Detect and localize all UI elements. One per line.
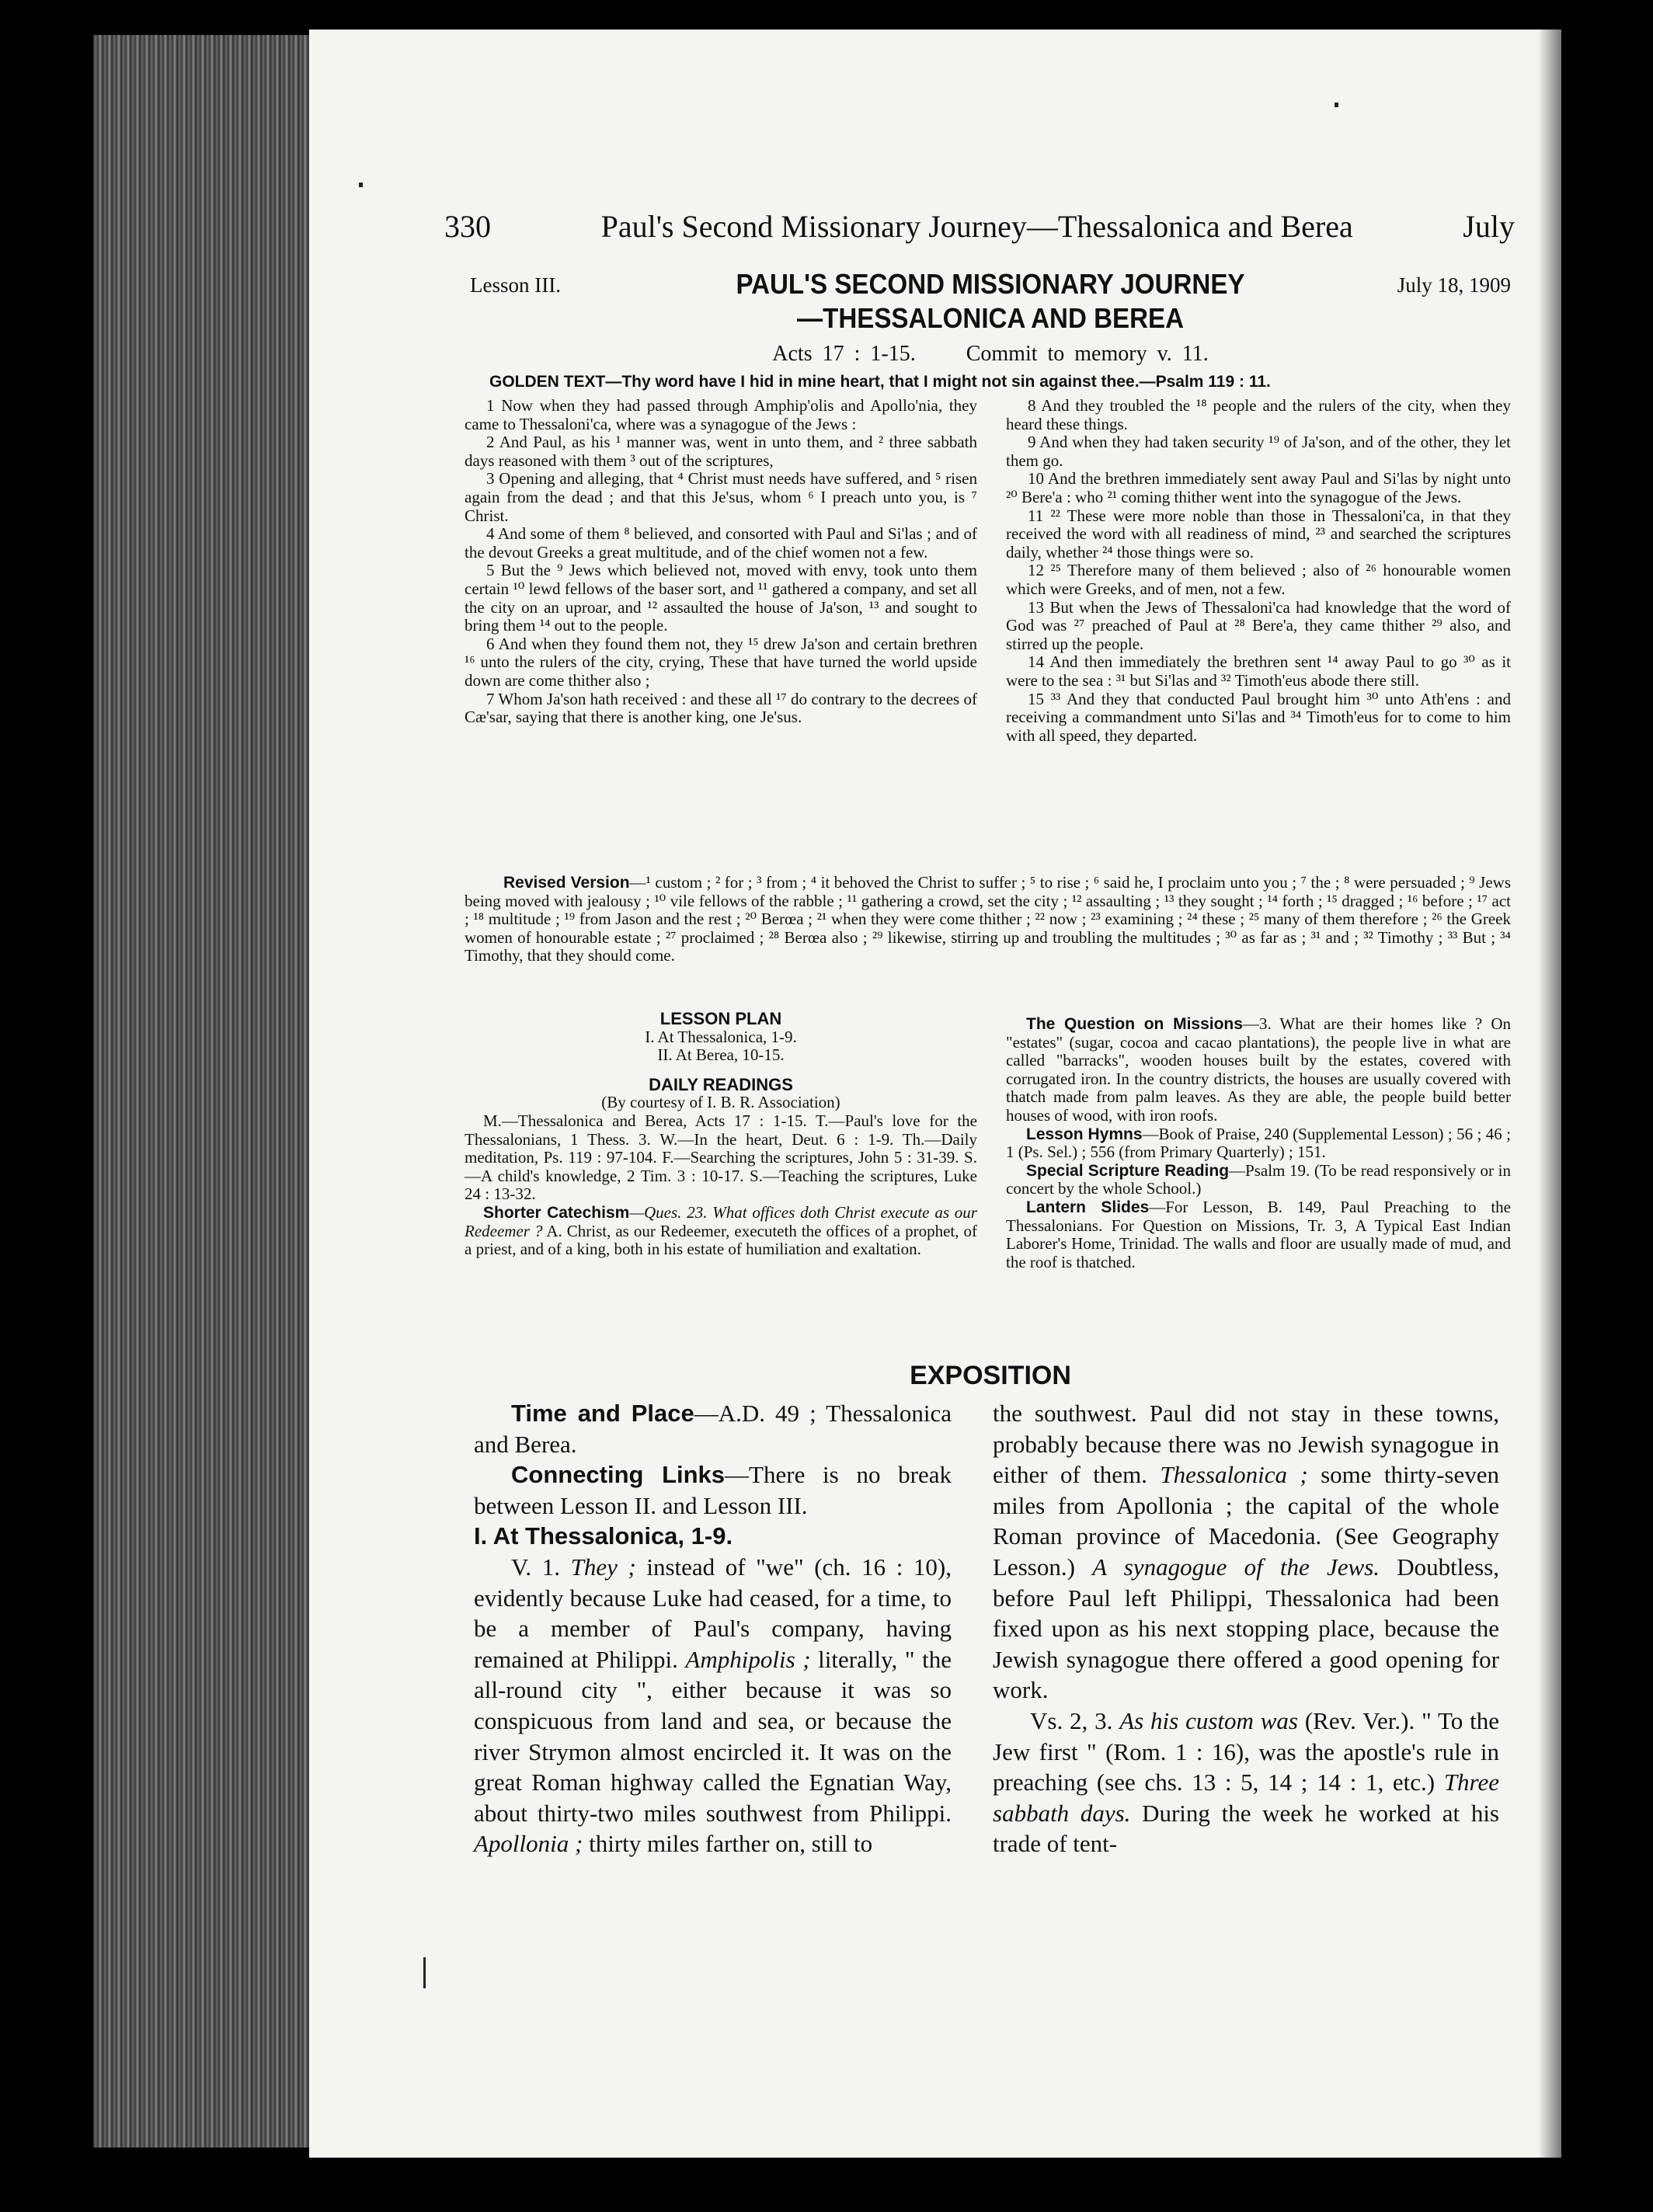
daily-readings-heading: DAILY READINGS [649, 1074, 793, 1094]
hymns-note [1006, 1125, 1511, 1162]
lesson-plan-item: I. At Thessalonica, 1-9. [645, 1027, 797, 1046]
verse-commentary-continued [993, 1398, 1499, 1706]
commentary-text: instead of "we" (ch. 16 : 10), evidently because Luke had ceased, for a time, to be a member of Paul's company, having remained at Philippi. [474, 1553, 952, 1673]
lesson-title-line2: —THESSALONICA AND BEREA [796, 302, 1185, 334]
scripture-right-column [1006, 397, 1511, 745]
lesson-title-line1: PAUL'S SECOND MISSIONARY JOURNEY [736, 268, 1245, 300]
lesson-plan-item: II. At Berea, 10-15. [657, 1045, 785, 1065]
commit-to-memory: Commit to memory v. 11. [966, 342, 1209, 366]
shorter-catechism [465, 1204, 977, 1259]
verse-commentary [474, 1552, 952, 1859]
scripture-left-column [465, 397, 977, 727]
commentary-text: the southwest. Paul did not stay in these towns, probably because there was no Jewish synagogue in either of them. [993, 1400, 1499, 1489]
verse-commentary [993, 1706, 1499, 1859]
links-label: Connecting Links [511, 1461, 726, 1489]
commentary-text: During the week he worked at his trade of tent- [993, 1799, 1499, 1858]
verse: 6 And when they found them not, they ¹⁵ drew Ja'son and certain brethren ¹⁶ unto the rulers of the city, crying, These that have turned the world upside down are come thither also ; [465, 634, 977, 690]
missions-text: —3. What are their homes like ? On "estates" (sugar, cocoa and cacao plantations), the people live in what are called "barracks", wooden houses built by the estates, covered with corrugated iron. In the country districts, the houses are usually covered with thatch made from palm leaves. As they are able, the people build better houses of wood, with iron roofs. [1006, 1014, 1511, 1125]
speck [423, 1957, 426, 1988]
time-text: —A.D. 49 ; Thessalonica and Berea. [474, 1400, 952, 1458]
commentary-text: Doubtless, before Paul left Philippi, Thessalonica had been fixed upon as his next stopping place, because the Jewish synagogue there offered a good opening for work. [993, 1553, 1500, 1704]
revised-version-label: Revised Version [503, 874, 630, 892]
commentary-term: As his custom was [1119, 1706, 1298, 1734]
running-month: July [1463, 209, 1515, 244]
lantern-slides-label: Lantern Slides [1026, 1198, 1150, 1216]
commentary-term: A synagogue of the Jews. [1092, 1553, 1380, 1581]
missions-note [1006, 1015, 1511, 1125]
catechism-question-text: What offices doth Christ execute as our Redeemer ? [465, 1202, 977, 1240]
commentary-text: thirty miles farther on, still to [583, 1830, 873, 1858]
exposition-left-column [474, 1398, 952, 1859]
verse: 13 But when the Jews of Thessaloni'ca had knowledge that the word of God was ²⁷ preached of Paul at ²⁸ Bere'a, they came thither ²⁹ also, and stirred up the people. [1006, 597, 1511, 653]
verse: 2 And Paul, as his ¹ manner was, went in unto them, and ² three sabbath days reasoned with them ³ out of the scriptures, [465, 433, 977, 470]
time-and-place [474, 1398, 952, 1459]
running-head [444, 208, 1515, 245]
commentary-text: some thirty-seven miles from Apollonia ; the capital of the whole Roman province of Macedonia. (See Geography Lesson.) [993, 1461, 1499, 1581]
connecting-links [474, 1459, 952, 1521]
commentary-text: Vs. 2, 3. [1030, 1706, 1120, 1734]
left-notes [465, 1010, 977, 1259]
verse: 3 Opening and alleging, that ⁴ Christ must needs have suffered, and ⁵ risen again from the dead ; and that this Je'sus, whom ⁶ I preach unto you, is ⁷ Christ. [465, 469, 977, 525]
verse: 8 And they troubled the ¹⁸ people and the rulers of the city, when they heard these things. [1006, 396, 1511, 433]
revised-version [465, 874, 1511, 965]
catechism-question: —Ques. 23. [629, 1202, 708, 1222]
exposition-heading: EXPOSITION [910, 1361, 1071, 1390]
commentary-term: Three sabbath days. [993, 1769, 1499, 1827]
special-reading-label: Special Scripture Reading [1026, 1161, 1230, 1180]
verse: 12 ²⁵ Therefore many of them believed ; also of ²⁶ honourable women which were Greeks, and of men, not a few. [1006, 561, 1511, 598]
commentary-term: They ; [570, 1553, 636, 1581]
verse: 9 And when they had taken security ¹⁹ of Ja'son, and of the other, they let them go. [1006, 433, 1511, 470]
speck [1335, 103, 1338, 107]
golden-text: GOLDEN TEXT—Thy word have I hid in mine heart, that I might not sin against thee.—Psalm 119 : 11. [489, 373, 1271, 391]
missions-label: The Question on Missions [1026, 1015, 1243, 1033]
verse: 4 And some of them ⁸ believed, and consorted with Paul and Si'las ; and of the devout Greeks a great multitude, and of the chief women not a few. [465, 524, 977, 562]
revised-version-text: —¹ custom ; ² for ; ³ from ; ⁴ it behoved the Christ to suffer ; ⁵ to rise ; ⁶ said he, I proclaim unto you ; ⁷ the ; ⁸ were persuaded ; ⁹ Jews being moved with jealousy ; ¹⁰ vile fellows of the rabble ; ¹¹ gathering a crowd, set the city ; ¹² assaulting ; ¹³ they sought ; ¹⁴ forth ; ¹⁵ dragged ; ¹⁶ before ; ¹⁷ act ; ¹⁸ multitude ; ¹⁹ from Jason and the rest ; ²⁰ Berœa ; ²¹ when they were come thither ; ²² now ; ²³ examining ; ²⁴ these ; ²⁵ many of them therefore ; ²⁶ the Greek women of honourable estate ; ²⁷ proclaimed ; ²⁸ Berœa also ; ²⁹ likewise, stirring up and troubling the multitudes ; ³⁰ as far as ; ³¹ and ; ³² Timothy ; ³³ But ; ³⁴ Timothy, that they should come. [465, 873, 1511, 965]
daily-readings-courtesy: (By courtesy of I. B. R. Association) [601, 1093, 840, 1112]
daily-readings-text: M.—Thessalonica and Berea, Acts 17 : 1-15. T.—Paul's love for the Thessalonians, 1 Thess. 3. W.—In the heart, Deut. 6 : 1-9. Th.—Daily meditation, Ps. 119 : 97-104. F.—Searching the scriptures, John 5 : 31-39. S.—A child's knowledge, 2 Tim. 3 : 10-17. S.—Teaching the scriptures, Luke 24 : 13-32. [465, 1111, 977, 1204]
commentary-term: Apollonia ; [474, 1830, 583, 1858]
verse: 11 ²² These were more noble than those in Thessaloni'ca, in that they received the word with all readiness of mind, ²³ and searched the scriptures daily, whether ²⁴ those things were so. [1006, 506, 1511, 562]
catechism-answer: A. Christ, as our Redeemer, executeth the offices of a prophet, of a priest, and of a king, both in his estate of humiliation and exaltation. [465, 1221, 978, 1259]
exposition-right-column [993, 1398, 1499, 1859]
shorter-catechism-label: Shorter Catechism [483, 1203, 630, 1222]
lesson-plan-heading: LESSON PLAN [659, 1009, 782, 1028]
verse: 10 And the brethren immediately sent away Paul and Si'las by night unto ²⁰ Bere'a : who ²¹ coming thither went into the synagogue of the Jews. [1006, 469, 1511, 506]
verse: 15 ³³ And they that conducted Paul brought him ³⁰ unto Ath'ens : and receiving a commandment unto Si'las and ³⁴ Timoth'eus for to come to him with all speed, they departed. [1006, 689, 1511, 745]
page-stack-edge [93, 35, 320, 2148]
lesson-date: July 18, 1909 [1397, 273, 1511, 297]
commentary-text: literally, " the all-round city ", either because it was so conspicuous from land and sea, or because the river Strymon almost encircled it. It was on the great Roman highway called the Egnatian Way, about thirty-two miles southwest from Philippi. [474, 1645, 952, 1827]
lesson-title [512, 267, 1470, 336]
commentary-term: Thessalonica ; [1160, 1461, 1308, 1489]
scripture-reference [470, 342, 1511, 367]
links-text: —There is no break between Lesson II. and Lesson III. [474, 1461, 952, 1519]
page-number: 330 [444, 209, 491, 244]
verse: 14 And then immediately the brethren sent ¹⁴ away Paul to go ³⁰ as it were to the sea : ³¹ but Si'las and ³² Timoth'eus abode there still. [1006, 652, 1511, 690]
commentary-term: Amphipolis ; [685, 1645, 811, 1673]
speck [359, 183, 363, 187]
lantern-slides-note [1006, 1198, 1511, 1271]
right-notes [1006, 1015, 1511, 1271]
section-heading: I. At Thessalonica, 1-9. [474, 1522, 733, 1550]
commentary-text: V. 1. [511, 1553, 571, 1581]
lesson-number: Lesson III. [470, 273, 561, 297]
special-reading-note [1006, 1162, 1511, 1198]
verse: 7 Whom Ja'son hath received : and these all ¹⁷ do contrary to the decrees of Cæ'sar, saying that there is another king, one Je'sus. [465, 689, 977, 727]
reference: Acts 17 : 1-15. [772, 342, 916, 366]
running-title: Paul's Second Missionary Journey—Thessalonica and Berea [600, 209, 1353, 244]
lantern-slides-text: —For Lesson, B. 149, Paul Preaching to the Thessalonians. For Question on Missions, Tr. 3, A Typical East Indian Laborer's Home, Trinidad. The walls and floor are usually made of mud, and the roof is thatched. [1006, 1197, 1512, 1271]
verse: 1 Now when they had passed through Amphip'olis and Apollo'nia, they came to Thessaloni'ca, where was a synagogue of the Jews : [465, 396, 977, 433]
verse: 5 But the ⁹ Jews which believed not, moved with envy, took unto them certain ¹⁰ lewd fellows of the baser sort, and ¹¹ gathered a company, and set all the city on an uproar, and ¹² assaulted the house of Ja'son, ¹³ and sought to bring them ¹⁴ out to the people. [465, 561, 977, 635]
special-reading-text: —Psalm 19. (To be read responsively or in concert by the whole School.) [1006, 1160, 1511, 1198]
hymns-text: —Book of Praise, 240 (Supplemental Lesson) ; 56 ; 46 ; 1 (Ps. Sel.) ; 556 (from Primary Quarterly) ; 151. [1006, 1124, 1511, 1162]
commentary-text: (Rev. Ver.). " To the Jew first " (Rom. 1 : 16), was the apostle's rule in preaching (see chs. 13 : 5, 14 ; 14 : 1, etc.) [993, 1706, 1499, 1796]
time-label: Time and Place [511, 1400, 694, 1427]
hymns-label: Lesson Hymns [1026, 1125, 1143, 1143]
